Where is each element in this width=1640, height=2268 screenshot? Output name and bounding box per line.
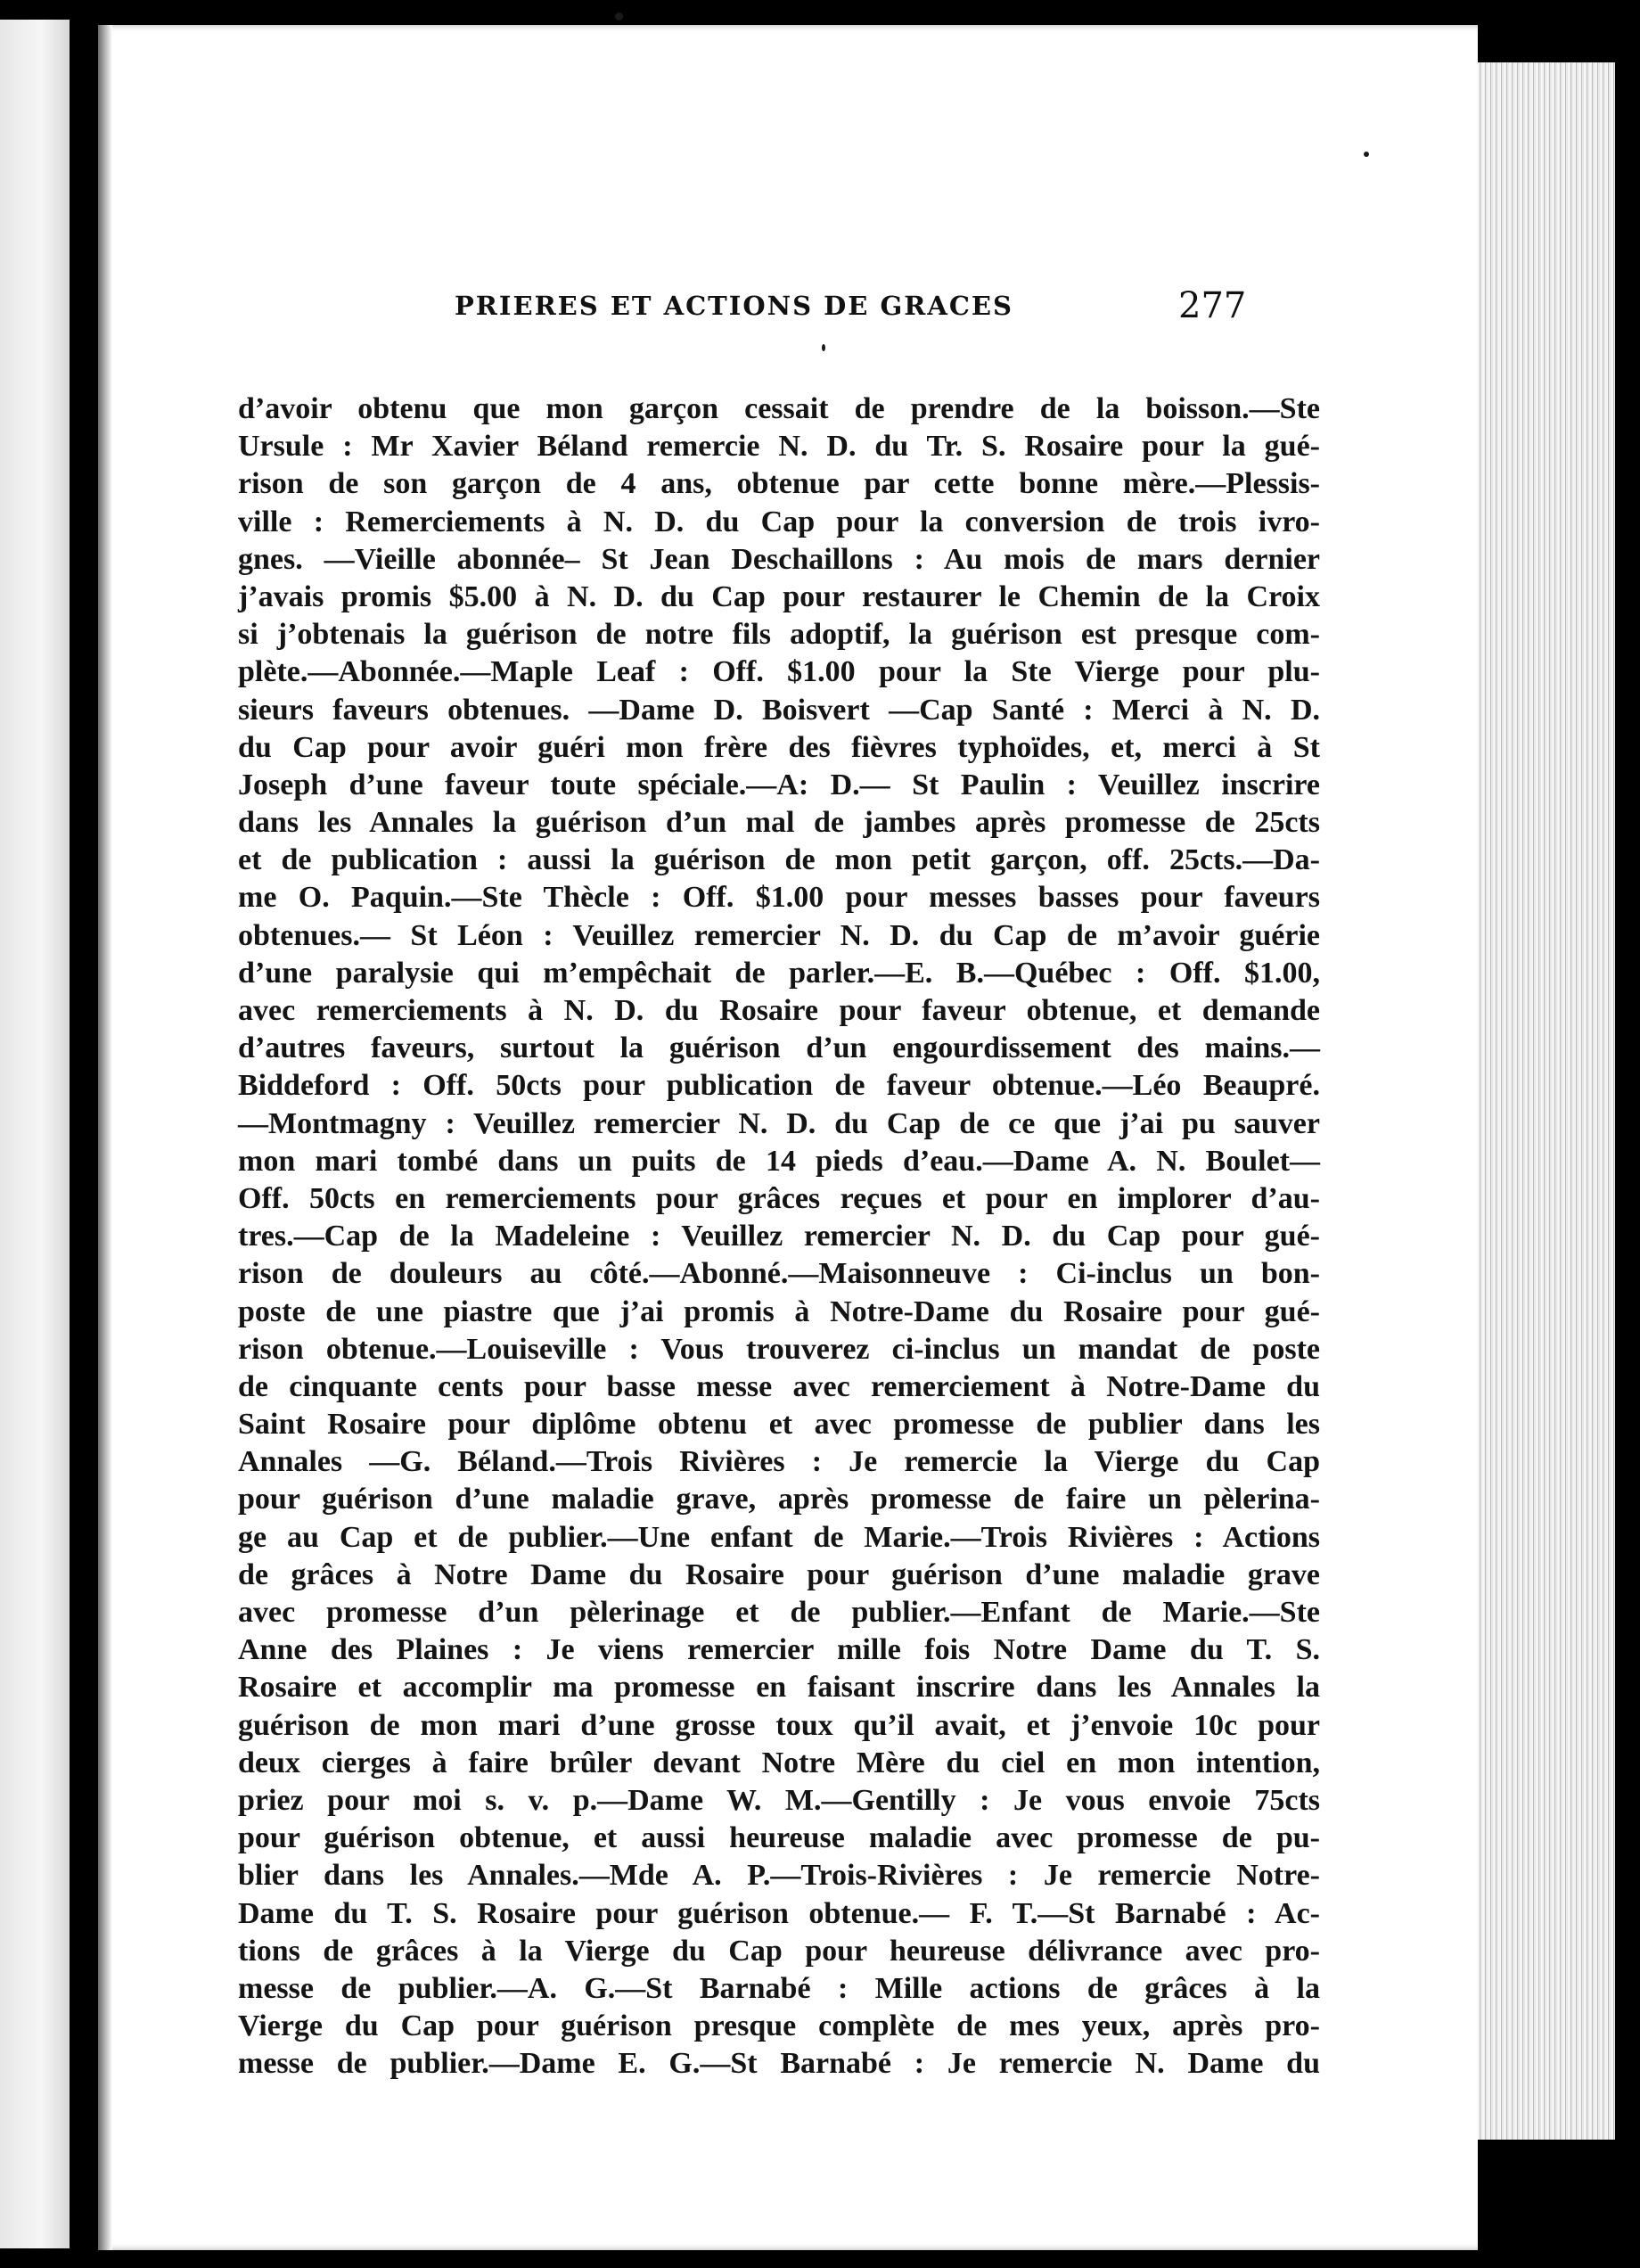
text-line: blier dans les Annales.—Mde A. P.—Trois-Rivières : Je remercie Notre- — [238, 1859, 1320, 1893]
text-line: d’avoir obtenu que mon garçon cessait de prendre de la boisson.—Ste — [238, 392, 1320, 425]
text-line: rison obtenue.—Louiseville : Vous trouverez ci-inclus un mandat de poste — [238, 1332, 1320, 1366]
text-line: d’autres faveurs, surtout la guérison d’un engourdissement des mains.— — [238, 1031, 1320, 1065]
text-line: rison de douleurs au côté.—Abonné.—Maisonneuve : Ci-inclus un bon- — [238, 1257, 1320, 1291]
text-line: priez pour moi s. v. p.—Dame W. M.—Gentilly : Je vous envoie 75cts — [238, 1783, 1320, 1817]
text-line: avec promesse d’un pèlerinage et de publier.—Enfant de Marie.—Ste — [238, 1596, 1320, 1629]
text-line: tres.—Cap de la Madeleine : Veuillez remercier N. D. du Cap pour gué- — [238, 1220, 1320, 1253]
text-line: Saint Rosaire pour diplôme obtenu et avec promesse de publier dans les — [238, 1408, 1320, 1442]
text-line: j’avais promis $5.00 à N. D. du Cap pour restaurer le Chemin de la Croix — [238, 579, 1320, 613]
text-line: obtenues.— St Léon : Veuillez remercier N. D. du Cap de m’avoir guérie — [238, 918, 1320, 952]
scan-speck — [615, 12, 623, 21]
text-line: mon mari tombé dans un puits de 14 pieds d’eau.—Dame A. N. Boulet— — [238, 1144, 1320, 1178]
text-line: pour guérison obtenue, et aussi heureuse maladie avec promesse de pu- — [238, 1821, 1320, 1855]
scan-speck — [822, 344, 825, 351]
text-line: ville : Remerciements à N. D. du Cap pour la conversion de trois ivro- — [238, 505, 1320, 538]
text-line: tions de grâces à la Vierge du Cap pour heureuse délivrance avec pro- — [238, 1934, 1320, 1968]
text-line: Dame du T. S. Rosaire pour guérison obtenue.— F. T.—St Barnabé : Ac- — [238, 1896, 1320, 1930]
text-line: poste de une piastre que j’ai promis à Notre-Dame du Rosaire pour gué- — [238, 1294, 1320, 1328]
text-line: ge au Cap et de publier.—Une enfant de Marie.—Trois Rivières : Actions — [238, 1520, 1320, 1554]
text-line: Annales —G. Béland.—Trois Rivières : Je remercie la Vierge du Cap — [238, 1445, 1320, 1479]
text-line: Biddeford : Off. 50cts pour publication de faveur obtenue.—Léo Beaupré. — [238, 1069, 1320, 1103]
text-line: messe de publier.—Dame E. G.—St Barnabé : Je remercie N. Dame du — [238, 2047, 1320, 2081]
text-line: Rosaire et accomplir ma promesse en faisant inscrire dans les Annales la — [238, 1671, 1320, 1705]
text-line: avec remerciements à N. D. du Rosaire pour faveur obtenue, et demande — [238, 994, 1320, 1027]
text-line: Anne des Plaines : Je viens remercier mille fois Notre Dame du T. S. — [238, 1633, 1320, 1667]
text-line: guérison de mon mari d’une grosse toux qu’il avait, et j’envoie 10c pour — [238, 1708, 1320, 1742]
text-line: sieurs faveurs obtenues. —Dame D. Boisvert —Cap Santé : Merci à N. D. — [238, 693, 1320, 727]
text-line: Vierge du Cap pour guérison presque complète de mes yeux, après pro- — [238, 2009, 1320, 2043]
text-line: de cinquante cents pour basse messe avec remerciement à Notre-Dame du — [238, 1369, 1320, 1403]
book-page-edges — [1475, 62, 1615, 2140]
book-page — [98, 25, 1478, 2250]
text-line: Ursule : Mr Xavier Béland remercie N. D. du Tr. S. Rosaire pour la gué- — [238, 430, 1320, 464]
text-line: plète.—Abonnée.—Maple Leaf : Off. $1.00 pour la Ste Vierge pour plu- — [238, 655, 1320, 689]
text-line: deux cierges à faire brûler devant Notre Mère du ciel en mon intention, — [238, 1746, 1320, 1779]
text-line: messe de publier.—A. G.—St Barnabé : Mille actions de grâces à la — [238, 1971, 1320, 2005]
text-line: gnes. —Vieille abonnée– St Jean Deschaillons : Au mois de mars dernier — [238, 542, 1320, 576]
text-line: de grâces à Notre Dame du Rosaire pour guérison d’une maladie grave — [238, 1557, 1320, 1591]
facing-page-edge — [0, 20, 70, 2248]
text-line: et de publication : aussi la guérison de mon petit garçon, off. 25cts.—Da- — [238, 843, 1320, 877]
text-line: Off. 50cts en remerciements pour grâces reçues et pour en implorer d’au- — [238, 1181, 1320, 1215]
text-line: si j’obtenais la guérison de notre fils adoptif, la guérison est presque com- — [238, 618, 1320, 652]
page-gutter-shadow — [98, 25, 112, 2250]
text-line: dans les Annales la guérison d’un mal de jambes après promesse de 25cts — [238, 806, 1320, 840]
text-line: —Montmagny : Veuillez remercier N. D. du Cap de ce que j’ai pu sauver — [238, 1106, 1320, 1140]
scan-speck — [1364, 152, 1369, 157]
text-line: pour guérison d’une maladie grave, après promesse de faire un pèlerina- — [238, 1483, 1320, 1516]
text-line: d’une paralysie qui m’empêchait de parler.—E. B.—Québec : Off. $1.00, — [238, 956, 1320, 990]
text-line: Joseph d’une faveur toute spéciale.—A: D.— St Paulin : Veuillez inscrire — [238, 768, 1320, 801]
running-head: PRIERES ET ACTIONS DE GRACES — [455, 291, 1013, 321]
body-text — [238, 390, 1320, 2083]
text-line: du Cap pour avoir guéri mon frère des fièvres typhoïdes, et, merci à St — [238, 730, 1320, 764]
text-line: rison de son garçon de 4 ans, obtenue par cette bonne mère.—Plessis- — [238, 467, 1320, 501]
text-line: me O. Paquin.—Ste Thècle : Off. $1.00 pour messes basses pour faveurs — [238, 881, 1320, 915]
page-number: 277 — [1178, 285, 1247, 326]
